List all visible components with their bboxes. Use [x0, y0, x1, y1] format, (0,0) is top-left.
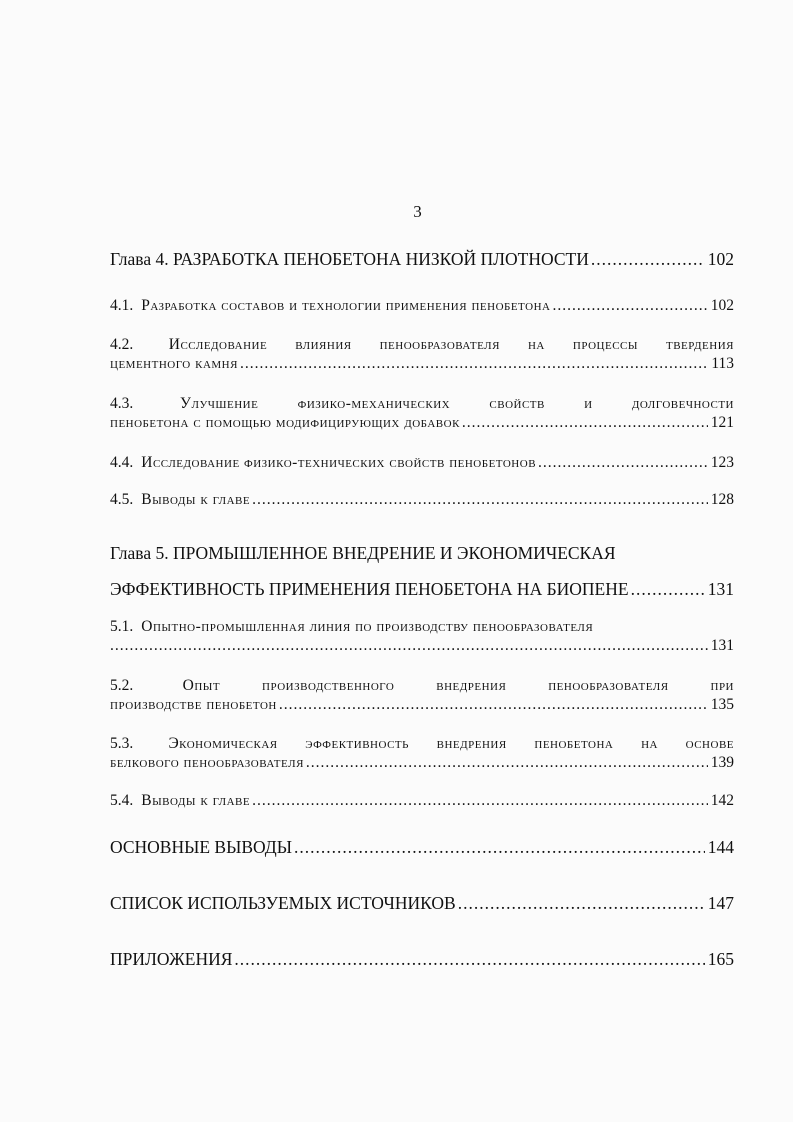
- toc-entry-page: 144: [707, 837, 734, 857]
- section-number: 5.4.: [110, 792, 134, 809]
- dot-leader: [294, 838, 705, 857]
- section-number: 4.3.: [110, 395, 134, 412]
- dot-leader: [252, 791, 708, 810]
- toc-entry-title: Выводы к главе: [141, 491, 251, 508]
- dot-leader: [458, 894, 705, 913]
- section-number: 4.1.: [110, 297, 134, 314]
- toc-entry-page: 131: [707, 579, 734, 599]
- toc-entry-page: 102: [710, 297, 734, 314]
- toc-entry-title-line1: Улучшение физико-механических свойств и долговечности: [180, 395, 734, 412]
- toc-entry-title: Глава 4. РАЗРАБОТКА ПЕНОБЕТОНА НИЗКОЙ ПЛОТНОСТИ: [110, 249, 589, 269]
- dot-leader: [234, 950, 704, 969]
- toc-entry-title-line2: цементного камня: [110, 355, 238, 372]
- page-number: 3: [413, 202, 422, 221]
- dot-leader: [631, 571, 705, 607]
- toc-entry-title-line1: Опытно-промышленная линия по производству пенообразователя: [141, 618, 594, 635]
- toc-entry-title-line1: Опыт производственного внедрения пенообразователя при: [182, 677, 735, 694]
- toc-entry-page: 131: [710, 637, 734, 654]
- toc-entry-title: ОСНОВНЫЕ ВЫВОДЫ: [110, 837, 293, 857]
- toc-entry-page: 139: [710, 754, 734, 771]
- toc-entry-page: 135: [710, 696, 734, 713]
- toc-entry-title: СПИСОК ИСПОЛЬЗУЕМЫХ ИСТОЧНИКОВ: [110, 893, 456, 913]
- toc-entry-appendices[interactable]: [110, 950, 734, 969]
- toc-entry-5-3[interactable]: [110, 734, 734, 772]
- dot-leader: [591, 250, 705, 269]
- toc-entry-title: Выводы к главе: [141, 792, 251, 809]
- toc-entry-title: ПРИЛОЖЕНИЯ: [110, 949, 233, 969]
- toc-entry-chapter-4[interactable]: [110, 250, 734, 269]
- toc-entry-page: 123: [710, 454, 734, 471]
- toc-entry-title-line1: Экономическая эффективность внедрения пенобетона на основе: [168, 735, 734, 752]
- toc-entry-page: 102: [707, 249, 734, 269]
- section-number: 5.2.: [110, 677, 134, 694]
- section-number: 4.5.: [110, 491, 134, 508]
- toc-entry-4-2[interactable]: [110, 335, 734, 373]
- toc-entry-4-5[interactable]: [110, 490, 734, 509]
- toc-entry-page: 113: [711, 355, 734, 372]
- section-number: 4.2.: [110, 336, 134, 353]
- toc-entry-4-4[interactable]: [110, 453, 734, 472]
- toc-entry-page: 128: [710, 491, 734, 508]
- dot-leader: [462, 413, 708, 432]
- section-number: 5.1.: [110, 618, 134, 635]
- toc-entry-title-line2: ЭФФЕКТИВНОСТЬ ПРИМЕНЕНИЯ ПЕНОБЕТОНА НА БИОПЕНЕ: [110, 579, 629, 599]
- toc-entry-page: 165: [707, 949, 734, 969]
- dot-leader: [252, 490, 708, 509]
- toc-entry-title-line2: белкового пенообразователя: [110, 754, 304, 771]
- toc-entry-page: 147: [707, 893, 734, 913]
- toc-entry-title-line1: Глава 5. ПРОМЫШЛЕННОЕ ВНЕДРЕНИЕ И ЭКОНОМИЧЕСКАЯ: [110, 543, 616, 563]
- toc-entry-4-3[interactable]: [110, 394, 734, 432]
- toc-entry-title: Разработка составов и технологии применения пенобетона: [141, 297, 551, 314]
- toc-entry-page: 121: [710, 414, 734, 431]
- toc-entry-title-line2: пенобетона с помощью модифицирующих добавок: [110, 414, 460, 431]
- toc-entry-page: 142: [710, 792, 734, 809]
- dot-leader: [306, 753, 708, 772]
- toc-entry-title-line2: производстве пенобетон: [110, 696, 277, 713]
- dot-leader: [110, 636, 708, 655]
- dot-leader: [552, 296, 707, 315]
- dot-leader: [240, 354, 708, 373]
- toc-entry-5-4[interactable]: [110, 791, 734, 810]
- section-number: 4.4.: [110, 454, 134, 471]
- toc-entry-title-line1: Исследование влияния пенообразователя на процессы твердения: [168, 336, 734, 353]
- toc-entry-references[interactable]: [110, 894, 734, 913]
- dot-leader: [279, 695, 708, 714]
- toc-entry-conclusions[interactable]: [110, 838, 734, 857]
- toc-entry-5-1[interactable]: [110, 617, 734, 655]
- toc-entry-chapter-5[interactable]: [110, 535, 734, 607]
- toc-entry-5-2[interactable]: [110, 676, 734, 714]
- section-number: 5.3.: [110, 735, 134, 752]
- dot-leader: [538, 453, 708, 472]
- toc-entry-title: Исследование физико-технических свойств пенобетонов: [141, 454, 537, 471]
- toc-entry-4-1[interactable]: [110, 296, 734, 315]
